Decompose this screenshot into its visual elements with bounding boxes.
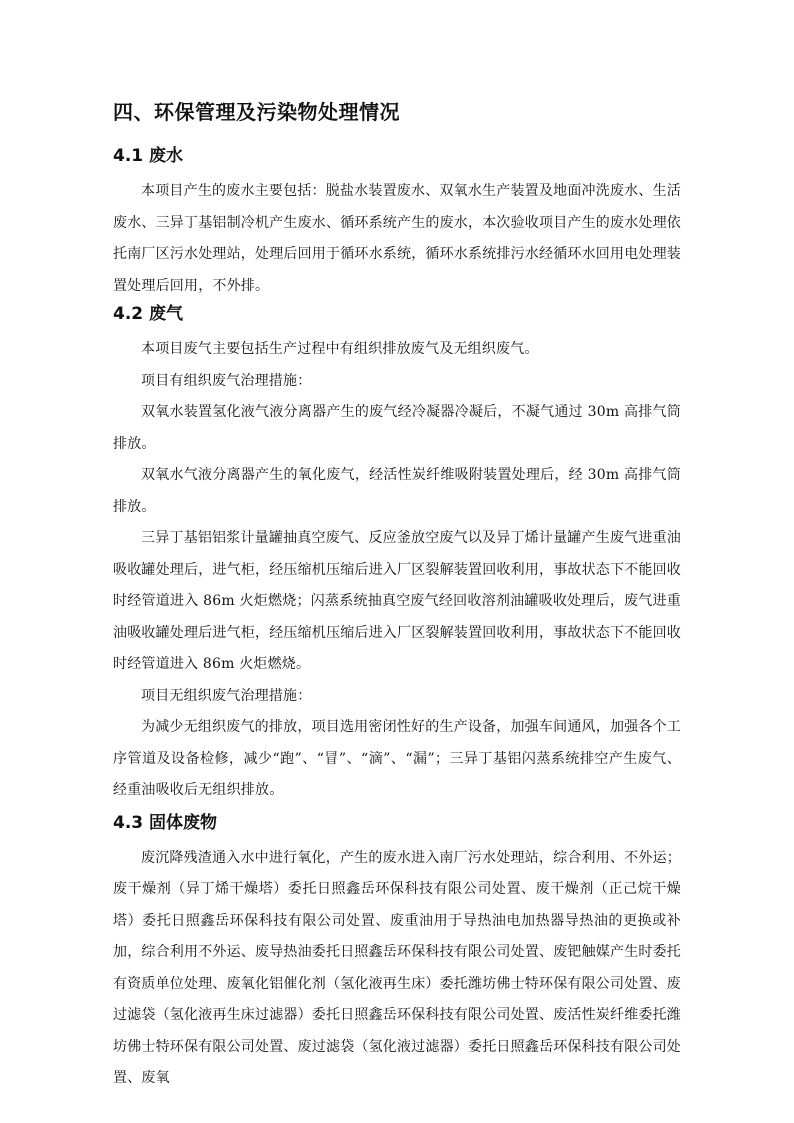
paragraph-solid-waste: 废沉降残渣通入水中进行氧化，产生的废水进入南厂污水处理站，综合利用、不外运；废干燥剂（异丁烯干燥塔）委托日照鑫岳环保科技有限公司处置、废干燥剂（正己烷干燥塔）委托日照鑫岳环保科技有限公司处置、废重油用于导热油电加热器导热油的更换或补加，综合利用不外运、废导热油委托日照鑫岳环保科技有限公司处置、废钯触媒产生时委托有资质单位处理、废氧化铝催化剂（氢化液再生床）委托潍坊佛士特环保有限公司处置、废过滤袋（氢化液再生床过滤器）委托日照鑫岳环保科技有限公司处置、废活性炭纤维委托潍坊佛士特环保有限公司处置、废过滤袋（氢化液过滤器）委托日照鑫岳环保科技有限公司处置、废氧 bbox=[113, 849, 681, 1086]
paragraph-wastewater: 本项目产生的废水主要包括：脱盐水装置废水、双氧水生产装置及地面冲洗废水、生活废水、三异丁基铝制冷机产生废水、循环系统产生的废水，本次验收项目产生的废水处理依托南厂区污水处理站，处理后回用于循环水系统，循环水系统排污水经循环水回用电处理装置处理后回用，不外排。 bbox=[113, 183, 681, 294]
heading-4-2-waste-gas: 4.2 废气 bbox=[113, 304, 184, 324]
paragraph-triisobutylaluminum-gas: 三异丁基铝铝浆计量罐抽真空废气、反应釜放空废气以及异丁烯计量罐产生废气进重油吸收罐处理后，进气柜，经压缩机压缩后进入厂区裂解装置回收利用，事故状态下不能回收时经管道进入 86m 火炬燃烧；闪蒸系统抽真空废气经回收溶剂油罐吸收处理后，废气进重油吸收罐处理后进气柜，经压缩机压缩后进入厂区裂解装置回收利用，事故状态下不能回收时经管道进入 86m 火炬燃烧。 bbox=[113, 530, 681, 672]
paragraph-fugitive-gas-detail: 为减少无组织废气的排放，项目选用密闭性好的生产设备，加强车间通风，加强各个工序管道及设备检修，减少“跑”、“冒”、“滴”、“漏”；三异丁基铝闪蒸系统排空产生废气、经重油吸收后无组织排放。 bbox=[113, 719, 681, 798]
section-title: 四、环保管理及污染物处理情况 bbox=[113, 100, 400, 124]
document-page bbox=[113, 98, 681, 1095]
paragraph-waste-gas-summary: 本项目废气主要包括生产过程中有组织排放废气及无组织废气。 bbox=[141, 341, 539, 357]
heading-4-3-solid-waste: 4.3 固体废物 bbox=[113, 812, 218, 833]
paragraph-fugitive-gas-measures: 项目无组织废气治理措施： bbox=[141, 687, 312, 704]
heading-4-1-wastewater: 4.1 废水 bbox=[113, 146, 184, 166]
paragraph-organized-gas-measures: 项目有组织废气治理措施： bbox=[141, 372, 312, 389]
paragraph-hydrogenation-gas: 双氧水装置氢化液气液分离器产生的废气经冷凝器冷凝后，不凝气通过 30m 高排气筒排放。 bbox=[113, 404, 681, 452]
paragraph-oxidation-gas: 双氧水气液分离器产生的氧化废气，经活性炭纤维吸附装置处理后，经 30m 高排气筒排放。 bbox=[113, 467, 681, 515]
